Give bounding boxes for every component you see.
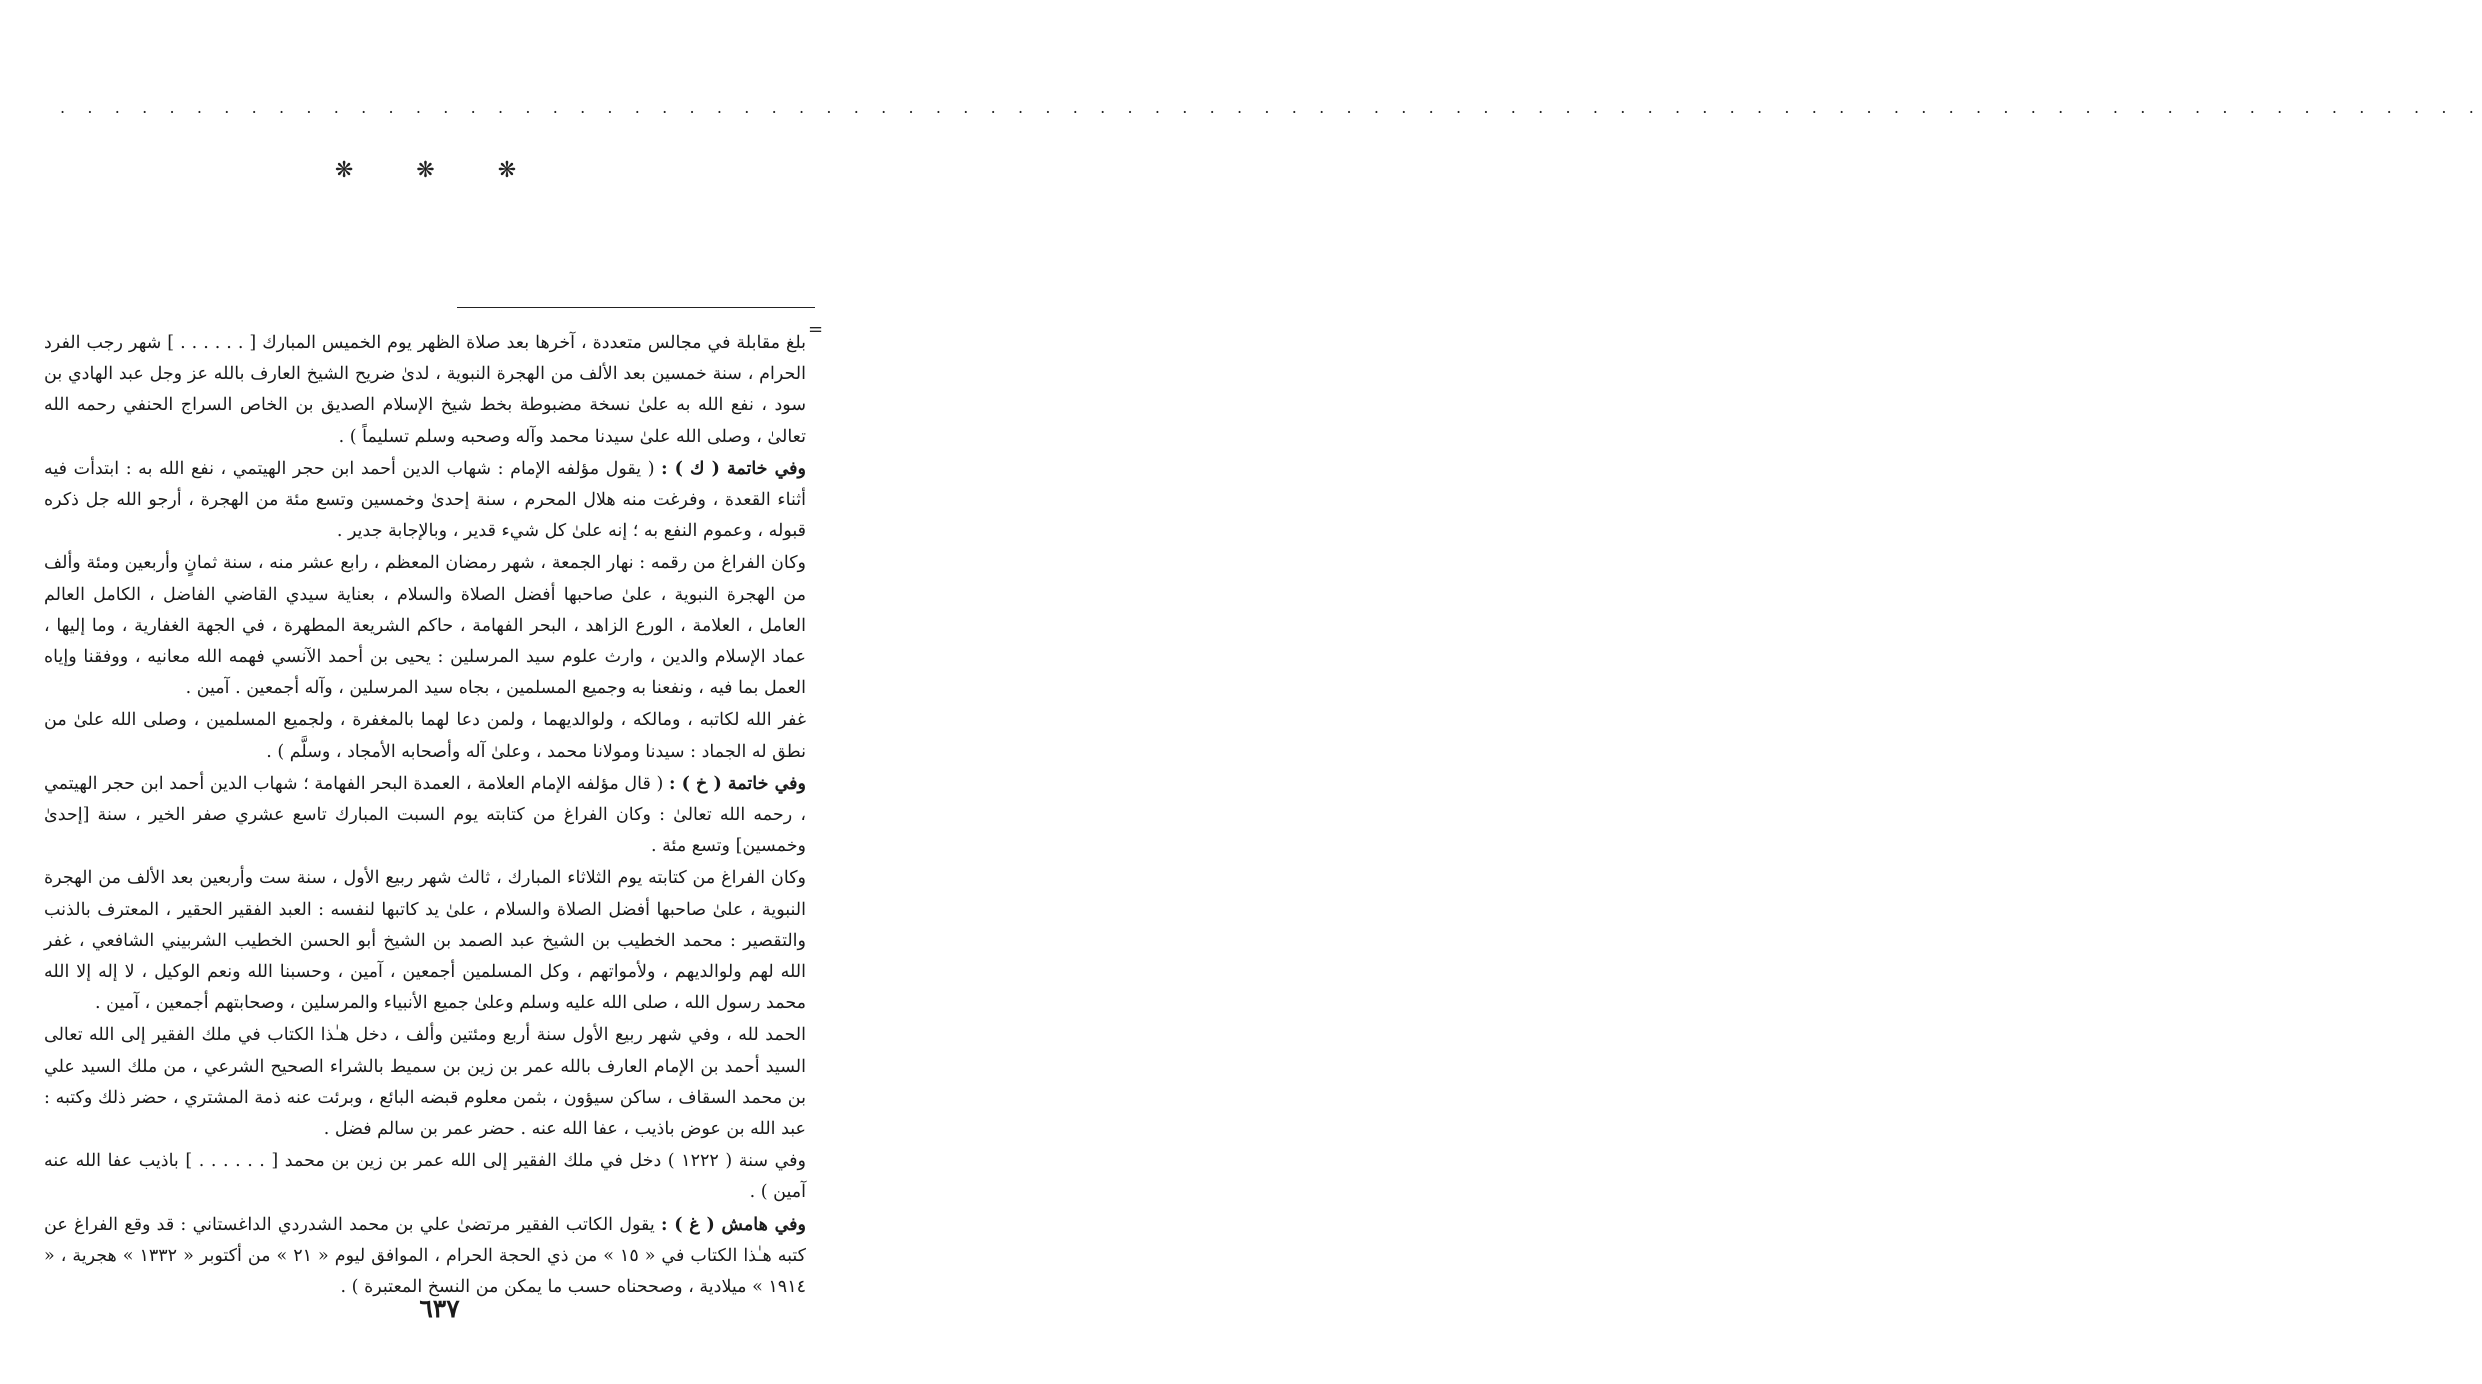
footnote-paragraph <box>44 328 806 453</box>
paragraph-text: بلغ مقابلة في مجالس متعددة ، آخرها بعد صلاة الظهر يوم الخميس المبارك [ . . . . . . ] شهر رجب الفرد الحرام ، سنة خمسين بعد الألف من الهجرة النبوية ، لدىٰ ضريح الشيخ العارف بالله عز وجل عبد الهادي بن سود ، نفع الله به علىٰ نسخة مضبوطة بخط شيخ الإسلام الصديق بن الخاص السراج الحنفي رحمه الله تعالىٰ ، وصلى الله علىٰ سيدنا محمد وآله وصحبه وسلم تسليماً ) . <box>44 333 806 447</box>
paragraph-text: يقول الكاتب الفقير مرتضىٰ علي بن محمد الشدردي الداغستاني : قد وقع الفراغ عن كتبه هـٰذا الكتاب في « ١٥ » من ذي الحجة الحرام ، الموافق ليوم « ٢١ » من أكتوبر « ١٣٣٢ » هجرية ، « ١٩١٤ » ميلادية ، وصححناه حسب ما يمكن من النسخ المعتبرة ) . <box>44 1214 806 1298</box>
star-ornament-icon: ❋ <box>497 158 545 183</box>
continuation-mark: = <box>808 319 824 340</box>
footnote-paragraph <box>44 1146 806 1208</box>
paragraph-lead: وفي هامش ( غ ) : <box>661 1214 806 1235</box>
footnote-paragraph <box>44 1210 806 1304</box>
paragraph-lead: وفي خاتمة ( خ ) : <box>668 773 807 794</box>
dotted-separator: . . . . . . . . . . . . . . . . . . . . . . . . . . . . . . . . . . . . . . . . . . . . . . . . . . . . . . . . . . . . . . . . . . . . . . . . . . . . . . . . . . . . . . . . . <box>60 98 2482 117</box>
star-ornament-icon: ❋ <box>334 158 382 183</box>
paragraph-text: ( يقول مؤلفه الإمام : شهاب الدين أحمد ابن حجر الهيتمي ، نفع الله به : ابتدأت فيه أثناء القعدة ، وفرغت منه هلال المحرم ، سنة إحدىٰ وخمسين وتسع مئة من الهجرة ، أرجو الله جل ذكره قبوله ، وعموم النفع به ؛ إنه علىٰ كل شيء قدير ، وبالإجابة جدير . <box>44 458 806 542</box>
footnote-paragraph <box>44 548 806 704</box>
footnote-rule <box>457 307 815 308</box>
footnote-body <box>44 328 806 1304</box>
footnote-paragraph <box>44 863 806 1019</box>
paragraph-text: غفر الله لكاتبه ، ومالكه ، ولوالديهما ، ولمن دعا لهما بالمغفرة ، ولجميع المسلمين ، وصلى الله علىٰ من نطق له الجماد : سيدنا ومولانا محمد ، وعلىٰ آله وأصحابه الأمجاد ، وسلَّم ) . <box>44 710 806 762</box>
paragraph-text: وفي سنة ( ١٢٢٢ ) دخل في ملك الفقير إلى الله عمر بن زين بن محمد [ . . . . . . ] باذيب عفا الله عنه آمين ) . <box>44 1151 806 1203</box>
footnote-paragraph <box>44 769 806 863</box>
footnote-paragraph <box>44 454 806 548</box>
paragraph-text: ( قال مؤلفه الإمام العلامة ، العمدة البحر الفهامة ؛ شهاب الدين أحمد ابن حجر الهيتمي ، رحمه الله تعالىٰ : وكان الفراغ من كتابته يوم السبت المبارك تاسع عشري صفر الخير ، سنة [إحدىٰ وخمسين] وتسع مئة . <box>44 773 806 857</box>
paragraph-text: وكان الفراغ من رقمه : نهار الجمعة ، شهر رمضان المعظم ، رابع عشر منه ، سنة ثمانٍ وأربعين ومئة وألف من الهجرة النبوية ، علىٰ صاحبها أفضل الصلاة والسلام ، بعناية سيدي القاضي الفاضل ، الكامل العالم العامل ، العلامة ، الورع الزاهد ، البحر الفهامة ، حاكم الشريعة المطهرة ، في الجهة الغفارية ، وما إليها ، عماد الإسلام والدين ، وارث علوم سيد المرسلين : يحيى بن أحمد الآنسي فهمه الله معانيه ، ووفقنا وإياه العمل بما فيه ، ونفعنا به وجميع المسلمين ، بجاه سيد المرسلين ، وآله أجمعين . آمين . <box>44 553 806 699</box>
footnote-paragraph <box>44 1020 806 1145</box>
paragraph-lead: وفي خاتمة ( ك ) : <box>661 458 806 479</box>
paragraph-text: وكان الفراغ من كتابته يوم الثلاثاء المبارك ، ثالث شهر ربيع الأول ، سنة ست وأربعين بعد الألف من الهجرة النبوية ، علىٰ صاحبها أفضل الصلاة والسلام ، علىٰ يد كاتبها لنفسه : العبد الفقير الحقير ، المعترف بالذنب والتقصير : محمد الخطيب بن الشيخ عبد الصمد بن الشيخ أبو الحسن الخطيب الشربيني الشافعي ، غفر الله لهم ولوالديهم ، ولأمواتهم ، وكل المسلمين أجمعين ، آمين ، وحسبنا الله ونعم الوكيل ، لا إله إلا الله محمد رسول الله ، صلى الله عليه وسلم وعلىٰ جميع الأنبياء والمرسلين ، وصحابتهم أجمعين ، آمين . <box>44 868 806 1014</box>
page-number: ٦٣٧ <box>419 1294 460 1323</box>
paragraph-text: الحمد لله ، وفي شهر ربيع الأول سنة أربع ومئتين وألف ، دخل هـٰذا الكتاب في ملك الفقير إلى الله تعالى السيد أحمد بن الإمام العارف بالله عمر بن زين بن سميط بالشراء الصحيح الشرعي ، من ملك السيد علي بن محمد السقاف ، ساكن سيؤون ، بثمن معلوم قبضه البائع ، وبرئت عنه ذمة المشتري ، حضر ذلك وكتبه : عبد الله بن عوض باذيب ، عفا الله عنه . حضر عمر بن سالم فضل . <box>44 1025 806 1140</box>
footnote-paragraph <box>44 705 806 767</box>
star-ornament-icon: ❋ <box>416 158 463 183</box>
asterism-ornament <box>0 158 879 183</box>
